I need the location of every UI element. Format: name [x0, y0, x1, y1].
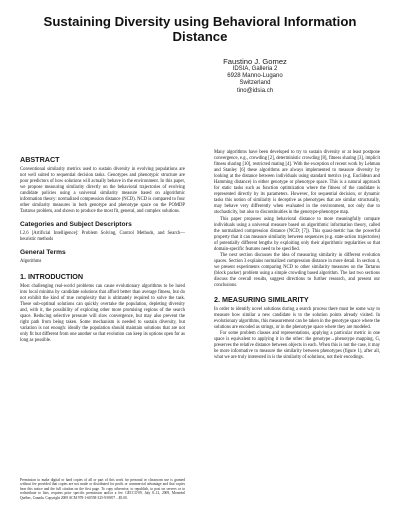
paragraph: The next section discusses the idea of measuring similarity in different evolution spaces. Section 3 explains normalized compression distance in more detail. In section 4, we present experiments comparing NCD to other similarity measures on the Tartarus (block packer) problem using a simple crowding based algorithm. The last two sections discuss the overall results, suggest directions to further research, and present our conclusions. — [214, 252, 380, 289]
general-terms-section — [20, 249, 185, 265]
left-column — [20, 155, 185, 350]
paragraph: In order to identify novel solutions during a search process there must be some way to measure how similar a new candidate is to the solution points already visited. In evolutionary algorithms, this measurement can be taken in the genotype space where the solutions are encoded as strings, or in the phenotype space where they are modeled. — [214, 307, 380, 331]
author-name: Faustino J. Gomez — [223, 57, 287, 66]
measuring-similarity-section — [214, 295, 380, 361]
intro-continued — [214, 150, 380, 289]
categories-section — [20, 221, 185, 243]
categories-text: I.2.6 [Artificial Intelligence]: Problem Solving, Control Methods, and Search—heuristic methods — [20, 231, 185, 243]
introduction-text: Most challenging real-world problems can cause evolutionary algorithms to be lured into local minima by candidate solutions that afford better than average fitness, but do not exhibit the kind of true complexity that is ultimately required to solve the task. These sub-optimal solutions can quickly overtake the population, depleting diversity and, with it, the possibility of exploring other more promising regions of the search space. Reducing selective pressure will slow convergence, but may also prevent the right path from being taken. Some mechanism is needed to sustain diversity, but variation is not enough: ideally the population should maintain solutions that are not only fit but different from one another so that evolution can keep its options open for as long as possible. — [20, 283, 185, 343]
categories-heading: Categories and Subject Descriptors — [20, 221, 132, 229]
right-column — [214, 150, 380, 368]
paragraph: Many algorithms have been developed to try to sustain diversity or at least postpone convergence, e.g., crowding [2], deterministic crowding [8], fitness sharing [3], implicit fitness sharing [10], restricted mating [4]. With the exception of recent work by Lehman and Stanley [6] these algorithms are always implemented to measure diversity by looking at the distance between individuals using standard metrics (e.g. Euclidean and Hamming distance) in either genotype or phenotype space. This is a natural approach for static tasks such as function optimization where the fitness of the candidate is represented directly by its parameters. However, for sequential decision, or dynamic tasks this notion of similarity is deceptive as phenotypes that are similar structurally, may behave very differently when evaluated in the environment, not only due to stochasticity, but also to discontinuities in the genotype-phenotype map. — [214, 150, 380, 216]
introduction-heading: 1. INTRODUCTION — [20, 271, 84, 281]
paper-title: Sustaining Diversity using Behavioral Information Distance — [43, 14, 357, 44]
paragraph: This paper proposes using behavioral distance to more meaningfully compare individuals using a universal measure based on algorithmic information theory, called the normalized compression distance (NCD; [7]). This quasi-metric has the powerful property that it can measure similarity between sequences (e.g. state-action trajectories) of potentially different lengths by exploiting only their algorithmic regularities so that domain-specific features need to be specified. — [214, 216, 380, 252]
measuring-similarity-heading: 2. MEASURING SIMILARITY — [214, 295, 309, 305]
author-country: Switzerland — [239, 80, 271, 87]
general-terms-heading: General Terms — [20, 249, 66, 257]
abstract-text: Conventional similarity metrics used to sustain diversity in evolving populations are not well suited to sequential decision tasks. Genotypes and phenotypic structure are poor predictors of how solutions will actually behave in the environment. In this paper, we propose measuring similarity directly on the behavioral trajectories of evolving candidate policies using a universal similarity measure based on algorithmic information theory: normalized compression distance (NCD). NCD is compared to four other similarity measures in both genotype and phenotype space on the POMDP Tartarus problem, and shown to produce the most fit, general, and complex solutions. — [20, 167, 185, 215]
author-address: 6928 Manno-Lugano — [227, 73, 283, 80]
copyright-footnote: Permission to make digital or hard copies of all or part of this work for personal or classroom use is granted without fee provided that copies are not made or distributed for profit or commercial advantage and that copies bear this notice and the full citation on the first page. To copy otherwise, to republish, to post on servers or to redistribute to lists, requires prior specific permission and/or a fee. GECCO'09, July 8–12, 2009, Montréal Québec, Canada. Copyright 2009 ACM 978-1-60558-325-9/09/07 ...$5.00. — [20, 478, 185, 500]
general-terms-text: Algorithms — [20, 259, 42, 265]
paragraph: For some problem classes and representations, applying a particular metric in one space is equivalent to applying it in the other: the genotype→phenotype mapping, G, preserves the relative distance between objects in each. When this is not the case, it may be more informative to measure the similarity between phenotypes (figure 1), after all, what we are truly interested in is the similarity of solutions, not their encodings. — [214, 331, 380, 361]
author-block — [180, 57, 330, 95]
abstract-section — [20, 155, 185, 215]
author-affiliation: IDSIA, Galleria 2 — [232, 66, 278, 72]
abstract-heading: ABSTRACT — [20, 155, 60, 164]
introduction-section — [20, 272, 185, 344]
author-email[interactable]: tino@idsia.ch — [236, 87, 274, 94]
